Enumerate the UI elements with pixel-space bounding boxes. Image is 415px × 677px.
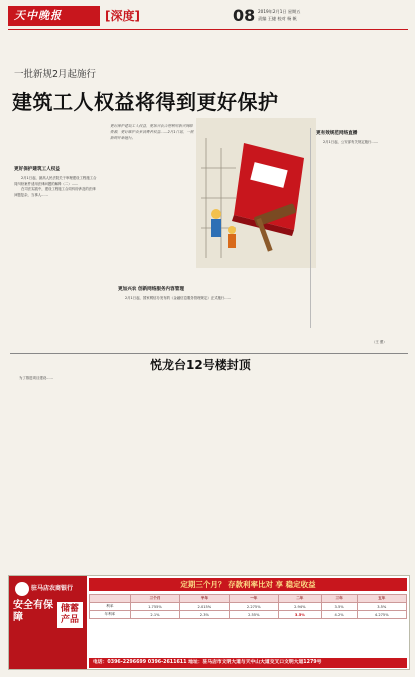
rate-cell: 2.94% — [278, 603, 321, 611]
rate-col-header: 五年 — [357, 595, 406, 603]
rate-table-corner — [90, 595, 131, 603]
ad-contact-footer: 电话：0396-2296699 0396-2611611 地址：驻马店市文明大道与天中山大道交叉口文明大道1279号 — [89, 658, 407, 668]
story-headline: 建筑工人权益将得到更好保护 — [12, 90, 279, 114]
rate-table-header — [90, 595, 407, 603]
rate-cell: 2.3% — [180, 611, 229, 619]
ad-banner: 定期三个月？ 存款利率比对 享 稳定收益 — [89, 578, 407, 591]
rate-col-header: 半年 — [180, 595, 229, 603]
story-kicker: 一批新规2月起施行 — [14, 69, 97, 80]
col2-text — [118, 296, 306, 350]
section-tag: [深度] — [105, 9, 140, 23]
rate-col-header: 一年 — [229, 595, 278, 603]
col3-text — [316, 140, 408, 336]
column-rule — [310, 128, 311, 328]
col1-para: 2月1日起，最高人民法院关于审理建设工程施工合同纠纷案件适用法律问题的解释（二）…… — [14, 176, 97, 186]
rate-cell: 1.755% — [130, 603, 179, 611]
rate-cell: 2.55% — [229, 611, 278, 619]
col3-para: 2月1日起，公安部有关规定施行…… — [323, 140, 379, 144]
newspaper-masthead: 天中晚报 — [8, 6, 100, 26]
header-date: 2019年2月1日 星期五 — [258, 9, 301, 14]
rate-cell: 3.5% — [357, 603, 406, 611]
rate-row — [90, 603, 407, 611]
rate-cell: 4.275% — [357, 611, 406, 619]
rate-cell: 2.015% — [180, 603, 229, 611]
rate-cell: 2.1% — [130, 611, 179, 619]
subhead-finance: 更加兴农 创新网络服务内容管理 — [118, 287, 184, 292]
header-rule — [8, 29, 408, 30]
section-divider — [10, 353, 408, 354]
page-number: 08 — [233, 6, 256, 25]
rate-col-header: 三个月 — [130, 595, 179, 603]
story2-headline: 悦龙台12号楼封顶 — [150, 358, 251, 372]
story2-para: 为了推进项目建设…… — [19, 376, 53, 380]
subhead-livestream: 更有效规范网络直播 — [316, 131, 358, 136]
law-book-illustration — [196, 118, 316, 268]
col2-para: 2月1日起，国家网信办发布的《金融信息服务管理规定》正式施行…… — [125, 296, 232, 300]
rate-cell: 年利率 — [90, 611, 131, 619]
rate-col-header: 三年 — [321, 595, 357, 603]
rate-table — [89, 594, 407, 619]
story-summary: 更好保护建筑工人权益，更加兴农合理利用新兴网络资源，更好维护众多消费者权益……2月1日起，一批新规开始施行。 — [110, 124, 194, 140]
bank-advertisement — [8, 575, 410, 670]
col3-signoff: （王 蕾） — [372, 340, 387, 344]
ad-slogan: 安全有保障 — [13, 600, 53, 623]
rate-col-header: 二年 — [278, 595, 321, 603]
col1-para: 在司法实践中，建设工程施工合同纠纷涉及的法律问题复杂，当事人…… — [14, 187, 96, 197]
header-editors: 责编 王捷 校对 杨 帆 — [258, 16, 297, 21]
rate-cell: 2.275% — [229, 603, 278, 611]
ad-left-panel — [9, 576, 87, 669]
col1-text — [14, 176, 98, 346]
bank-logo-icon — [15, 582, 29, 596]
rate-cell: 3.5% — [321, 603, 357, 611]
subhead-workers: 更好保护建筑工人权益 — [14, 167, 60, 172]
ad-product: 储蓄产品 — [57, 602, 83, 628]
rate-cell: 利率 — [90, 603, 131, 611]
rate-cell: 3.5% — [278, 611, 321, 619]
header-info — [258, 8, 408, 22]
rate-cell: 4.2% — [321, 611, 357, 619]
ad-brand: 驻马店农商银行 — [31, 585, 74, 592]
story2-text — [12, 376, 408, 566]
rate-row — [90, 611, 407, 619]
